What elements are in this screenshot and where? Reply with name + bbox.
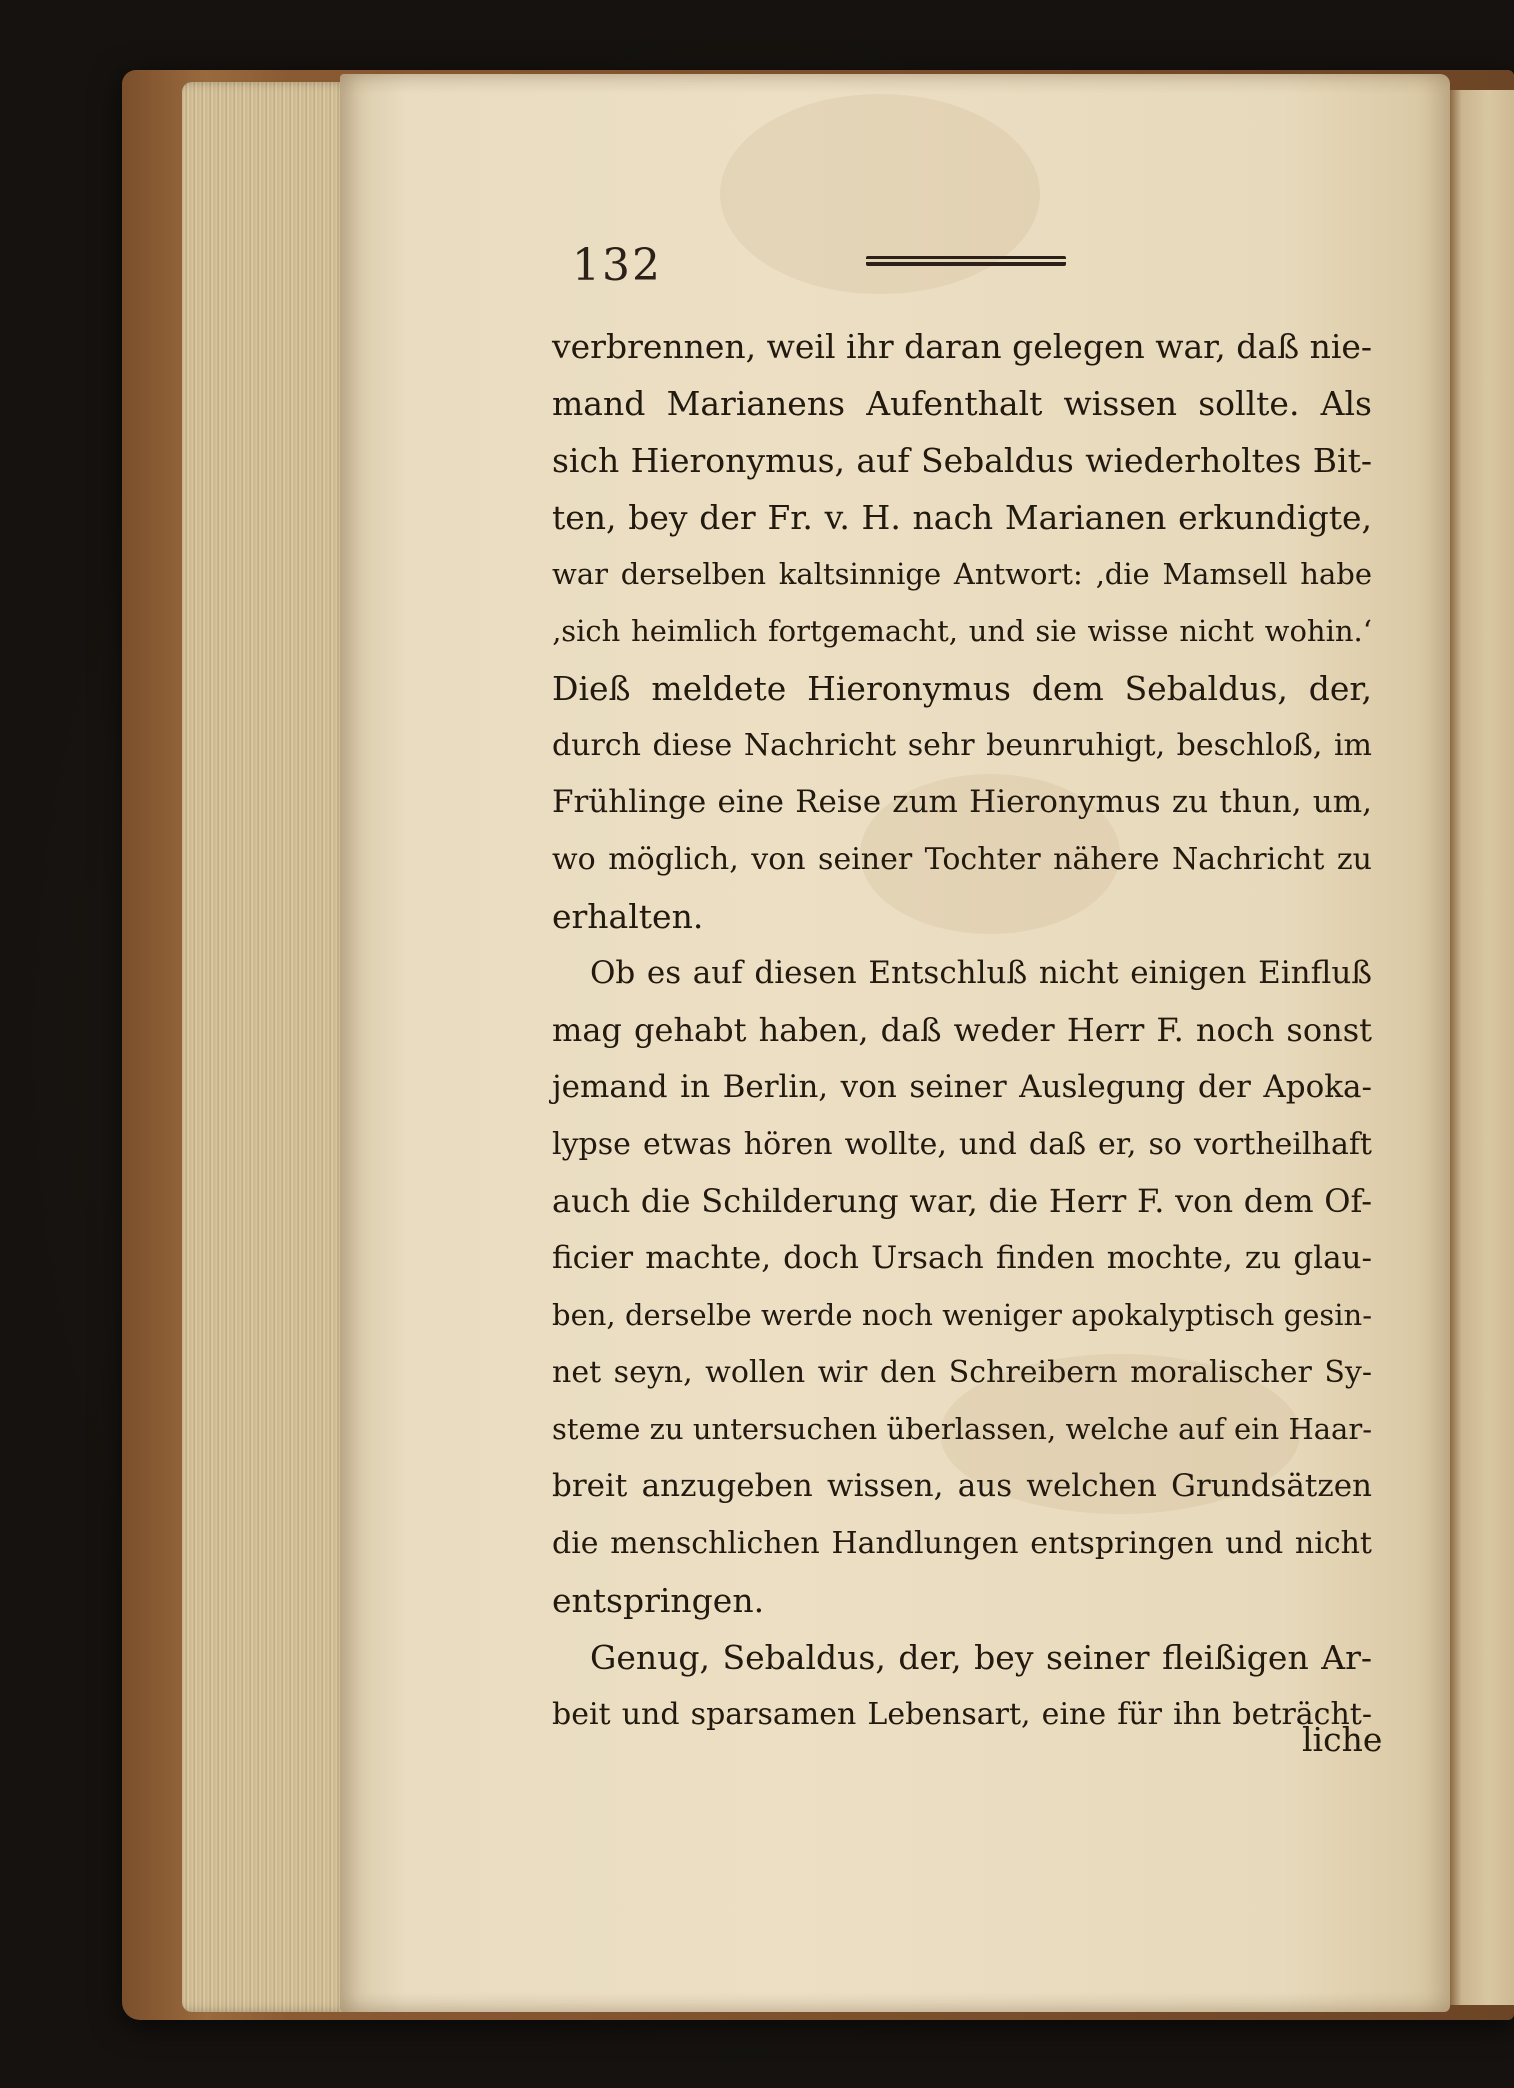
text-line: durch diese Nachricht sehr beunruhigt, beschloß, im <box>552 728 1372 763</box>
text-line: breit anzugeben wissen, aus welchen Grundsätzen <box>552 1468 1372 1504</box>
text-line: auch die Schilderung war, die Herr F. von dem Of- <box>552 1182 1372 1220</box>
text-line: ficier machte, doch Ursach finden mochte, zu glau- <box>552 1240 1372 1276</box>
text-line: lypse etwas hören wollte, und daß er, so vortheilhaft <box>552 1127 1372 1162</box>
text-line: erhalten. <box>552 897 704 936</box>
text-line: ben, derselbe werde noch weniger apokalyptisch gesin- <box>552 1298 1372 1332</box>
catchword: liche <box>1302 1720 1383 1759</box>
text-line: mag gehabt haben, daß weder Herr F. noch sonst <box>552 1011 1372 1049</box>
text-line: die menschlichen Handlungen entspringen und nicht <box>552 1526 1372 1561</box>
text-line: Frühlinge eine Reise zum Hieronymus zu thun, um, <box>552 784 1372 820</box>
text-line: Dieß meldete Hieronymus dem Sebaldus, der, <box>552 669 1372 708</box>
text-line: wo möglich, von seiner Tochter nähere Nachricht zu <box>552 842 1372 877</box>
text-line: mand Marianens Aufenthalt wissen sollte. Als <box>552 384 1372 423</box>
header-rule <box>866 256 1066 266</box>
text-line: Ob es auf diesen Entschluß nicht einigen Einfluß <box>590 955 1372 991</box>
text-line: steme zu untersuchen überlassen, welche auf ein Haar- <box>552 1412 1372 1446</box>
text-line: ten, bey der Fr. v. H. nach Marianen erkundigte, <box>552 498 1372 537</box>
text-line: net seyn, wollen wir den Schreibern moralischer Sy- <box>552 1355 1372 1390</box>
text-line: beit und sparsamen Lebensart, eine für ihn beträcht- <box>552 1697 1372 1732</box>
text-line: entspringen. <box>552 1581 765 1620</box>
text-line: Genug, Sebaldus, der, bey seiner fleißigen Ar- <box>590 1638 1372 1677</box>
text-line: sich Hieronymus, auf Sebaldus wiederholtes Bit- <box>552 441 1372 480</box>
page-edges <box>182 82 352 2012</box>
text-line: ‚sich heimlich fortgemacht, und sie wisse nicht wohin.‘ <box>552 614 1372 648</box>
page-number: 132 <box>572 240 662 291</box>
page-text <box>552 318 1372 1743</box>
text-line: jemand in Berlin, von seiner Auslegung der Apoka- <box>552 1069 1372 1105</box>
text-line: war derselben kaltsinnige Antwort: ‚die Mamsell habe <box>552 557 1372 591</box>
facing-page-edge <box>1450 90 1514 2005</box>
text-line: verbrennen, weil ihr daran gelegen war, daß nie- <box>552 327 1373 366</box>
